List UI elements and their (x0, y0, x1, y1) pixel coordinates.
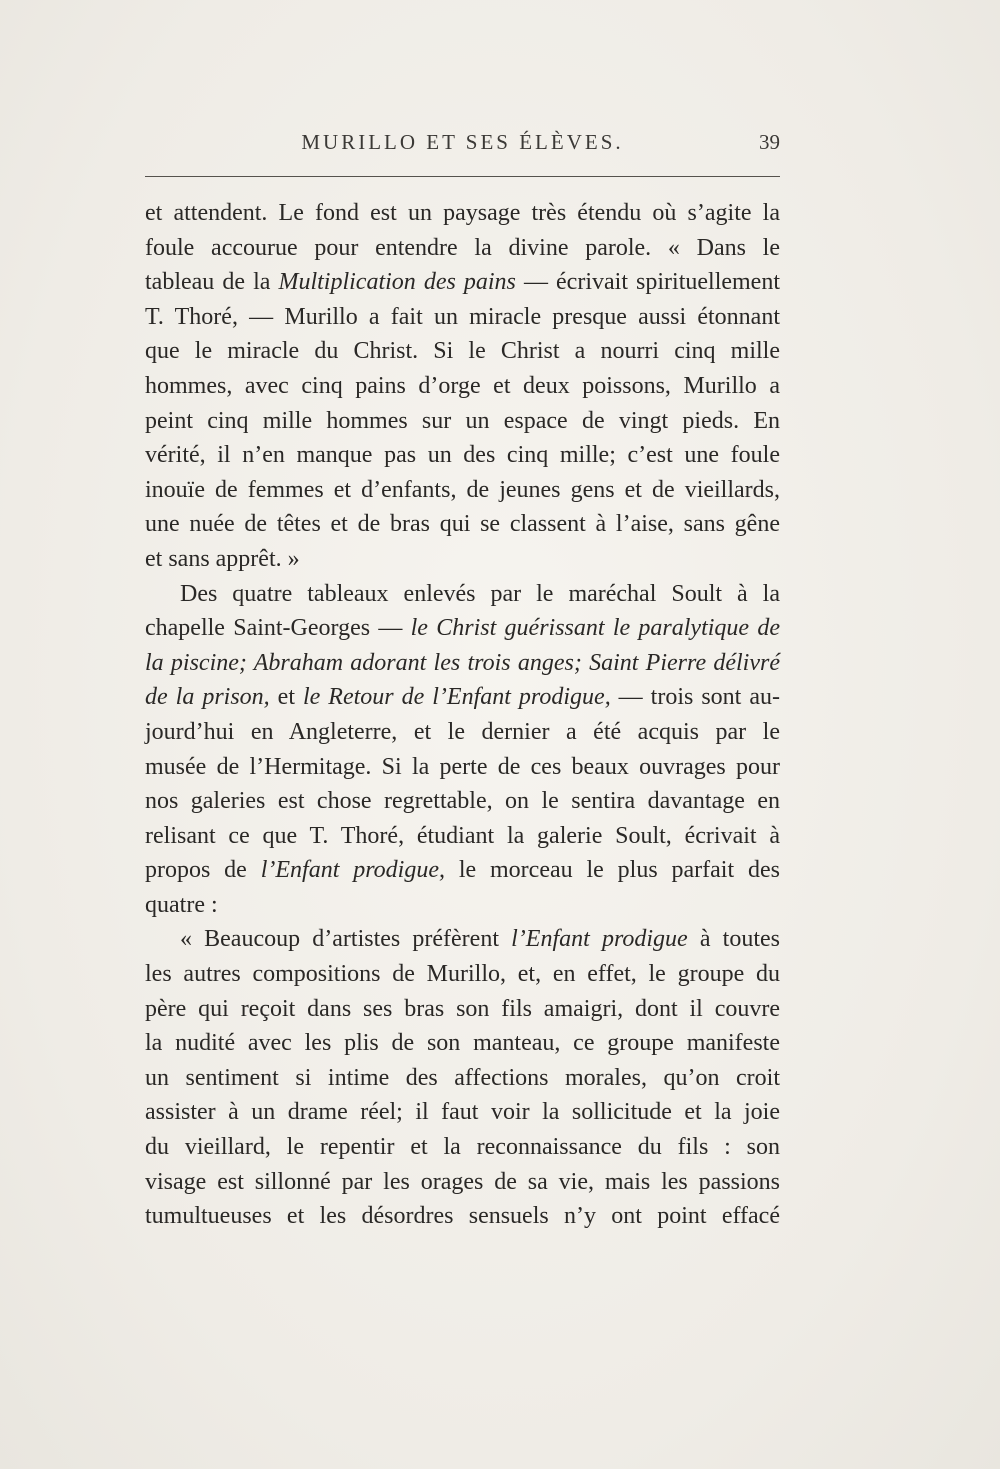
text-segment: « Beaucoup d’artistes préfèrent (180, 926, 512, 953)
text-segment: vérité, il n’en manque pas un des cinq mille; c’est une foule (145, 442, 780, 469)
text-segment: et sans apprêt. » (145, 545, 300, 572)
text-line (145, 819, 780, 854)
italic-text: l’Enfant prodigue (511, 926, 688, 953)
text-line (145, 577, 780, 612)
text-line (145, 853, 780, 888)
text-line (145, 784, 780, 819)
text-segment: les autres compositions de Murillo, et, en effet, le groupe du (145, 961, 780, 988)
text-line (145, 1165, 780, 1200)
text-line (145, 680, 780, 715)
text-line (145, 369, 780, 404)
text-segment: et (269, 684, 303, 711)
text-line (145, 334, 780, 369)
text-segment: foule accourue pour entendre la divine parole. « Dans le (145, 234, 780, 261)
text-line (145, 265, 780, 300)
text-line (145, 888, 780, 923)
text-segment: un sentiment si intime des affections morales, qu’on croit (145, 1064, 780, 1091)
text-line (145, 1130, 780, 1165)
page-number: 39 (759, 130, 780, 154)
text-segment: visage est sillonné par les orages de sa vie, mais les passions (145, 1168, 780, 1195)
text-segment: père qui reçoit dans ses bras son fils amaigri, dont il couvre (145, 995, 780, 1022)
text-segment: tableau de la (145, 269, 279, 296)
text-segment: musée de l’Hermitage. Si la perte de ces beaux ouvrages pour (145, 753, 780, 780)
text-line (145, 611, 780, 646)
body-text (145, 196, 780, 1234)
text-segment: que le miracle du Christ. Si le Christ a nourri cinq mille (145, 338, 780, 365)
text-segment: une nuée de têtes et de bras qui se classent à l’aise, sans gêne (145, 511, 780, 538)
text-segment: T. Thoré, — Murillo a fait un miracle presque aussi étonnant (145, 303, 780, 330)
text-line (145, 196, 780, 231)
text-line (145, 542, 780, 577)
text-line (145, 1061, 780, 1096)
running-head (145, 130, 780, 164)
italic-text: le Christ guérissant le paralytique de (410, 615, 780, 642)
italic-text: Multiplication des pains (278, 269, 516, 296)
text-line (145, 992, 780, 1027)
text-line (145, 473, 780, 508)
italic-text: l’Enfant prodigue, (260, 857, 445, 884)
text-segment: assister à un drame réel; il faut voir la sollicitude et la joie (145, 1099, 780, 1126)
text-line (145, 646, 780, 681)
text-line (145, 231, 780, 266)
text-line (145, 507, 780, 542)
text-line (145, 750, 780, 785)
text-segment: propos de (145, 857, 261, 884)
italic-text: de la prison, (145, 684, 270, 711)
text-segment: la nudité avec les plis de son manteau, ce groupe manifeste (145, 1030, 780, 1057)
text-line (145, 922, 780, 957)
text-line (145, 300, 780, 335)
text-segment: du vieillard, le repentir et la reconnaissance du fils : son (145, 1134, 780, 1161)
text-segment: Des quatre tableaux enlevés par le maréchal Soult à la (180, 580, 780, 607)
text-line (145, 715, 780, 750)
italic-text: le Retour de l’Enfant prodigue, (302, 684, 611, 711)
running-title: MURILLO ET SES ÉLÈVES. (301, 130, 624, 154)
text-segment: le morceau le plus parfait des (444, 857, 780, 884)
text-segment: et attendent. Le fond est un paysage très étendu où s’agite la (145, 200, 780, 226)
text-segment: à toutes (687, 926, 780, 953)
text-segment: nos galeries est chose regrettable, on le sentira davantage en (145, 788, 780, 815)
text-segment: — trois sont au- (610, 684, 780, 711)
text-line (145, 404, 780, 439)
text-segment: peint cinq mille hommes sur un espace de vingt pieds. En (145, 407, 780, 434)
text-segment: inouïe de femmes et d’enfants, de jeunes gens et de vieillards, (145, 476, 780, 503)
text-segment: hommes, avec cinq pains d’orge et deux poissons, Murillo a (145, 372, 780, 399)
text-line (145, 438, 780, 473)
text-segment: jourd’hui en Angleterre, et le dernier a été acquis par le (145, 718, 780, 745)
text-line (145, 1199, 780, 1234)
text-segment: quatre : (145, 891, 218, 918)
text-segment: tumultueuses et les désordres sensuels n’y ont point effacé (145, 1203, 780, 1230)
text-segment: chapelle Saint-Georges — (145, 615, 411, 642)
text-segment: — écrivait spirituellement (515, 269, 781, 296)
text-line (145, 957, 780, 992)
text-line (145, 1095, 780, 1130)
text-line (145, 1026, 780, 1061)
header-rule (145, 176, 780, 177)
text-segment: relisant ce que T. Thoré, étudiant la galerie Soult, écrivait à (145, 822, 780, 849)
italic-text: la piscine; Abraham adorant les trois anges; Saint Pierre délivré (145, 649, 780, 676)
